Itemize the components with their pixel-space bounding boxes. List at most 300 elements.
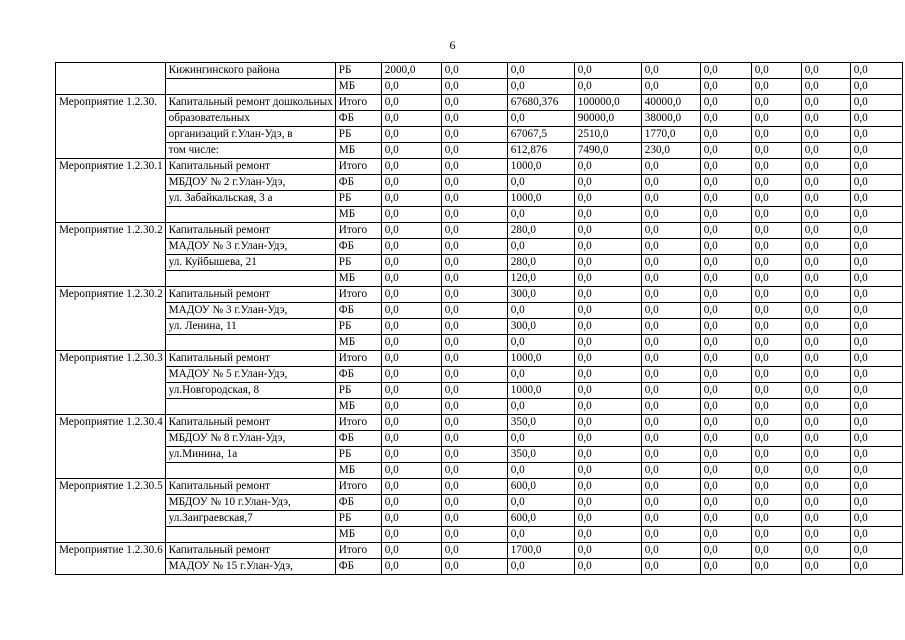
value-cell: 0,0: [700, 495, 751, 511]
value-cell: 600,0: [507, 511, 574, 527]
value-cell: 40000,0: [641, 95, 700, 111]
value-cell: 0,0: [751, 143, 801, 159]
description-cell: [165, 335, 335, 351]
value-cell: 0,0: [850, 367, 902, 383]
value-cell: 0,0: [441, 367, 507, 383]
value-cell: 0,0: [700, 447, 751, 463]
value-cell: 0,0: [801, 559, 850, 575]
description-cell: Капитальный ремонт: [165, 479, 335, 495]
value-cell: 0,0: [700, 191, 751, 207]
value-cell: 0,0: [700, 255, 751, 271]
table-row: [56, 63, 903, 79]
value-cell: 0,0: [850, 287, 902, 303]
value-cell: 0,0: [751, 287, 801, 303]
source-cell: РБ: [335, 447, 381, 463]
value-cell: 0,0: [381, 351, 441, 367]
value-cell: 0,0: [574, 431, 641, 447]
value-cell: 0,0: [700, 95, 751, 111]
value-cell: 0,0: [381, 527, 441, 543]
value-cell: 0,0: [574, 351, 641, 367]
description-cell: МБДОУ № 10 г.Улан-Удэ,: [165, 495, 335, 511]
value-cell: 0,0: [574, 79, 641, 95]
description-cell: ул. Ленина, 11: [165, 319, 335, 335]
value-cell: 0,0: [700, 335, 751, 351]
value-cell: 0,0: [441, 399, 507, 415]
description-cell: Капитальный ремонт: [165, 223, 335, 239]
source-cell: Итого: [335, 95, 381, 111]
source-cell: МБ: [335, 79, 381, 95]
value-cell: 0,0: [507, 463, 574, 479]
value-cell: 0,0: [507, 495, 574, 511]
value-cell: 0,0: [381, 415, 441, 431]
value-cell: 0,0: [801, 127, 850, 143]
value-cell: 0,0: [801, 447, 850, 463]
value-cell: 0,0: [801, 367, 850, 383]
source-cell: РБ: [335, 255, 381, 271]
value-cell: 0,0: [751, 511, 801, 527]
value-cell: 0,0: [381, 127, 441, 143]
description-cell: Капитальный ремонт: [165, 287, 335, 303]
source-cell: Итого: [335, 159, 381, 175]
value-cell: 0,0: [574, 191, 641, 207]
value-cell: 0,0: [700, 415, 751, 431]
value-cell: 0,0: [641, 479, 700, 495]
table-row: [56, 287, 903, 303]
value-cell: 0,0: [751, 399, 801, 415]
value-cell: 0,0: [381, 463, 441, 479]
value-cell: 0,0: [641, 383, 700, 399]
table-row: [56, 399, 903, 415]
value-cell: 0,0: [641, 255, 700, 271]
value-cell: 0,0: [700, 287, 751, 303]
value-cell: 600,0: [507, 479, 574, 495]
value-cell: 0,0: [381, 287, 441, 303]
value-cell: 0,0: [850, 111, 902, 127]
value-cell: 0,0: [641, 287, 700, 303]
value-cell: 0,0: [801, 287, 850, 303]
table-row: [56, 559, 903, 575]
value-cell: 0,0: [700, 223, 751, 239]
table-row: [56, 271, 903, 287]
value-cell: 0,0: [441, 159, 507, 175]
value-cell: 0,0: [641, 543, 700, 559]
description-cell: Капитальный ремонт: [165, 415, 335, 431]
value-cell: 0,0: [700, 175, 751, 191]
value-cell: 0,0: [441, 111, 507, 127]
source-cell: МБ: [335, 335, 381, 351]
source-cell: РБ: [335, 383, 381, 399]
source-cell: Итого: [335, 543, 381, 559]
value-cell: 0,0: [751, 415, 801, 431]
value-cell: 0,0: [700, 127, 751, 143]
value-cell: 0,0: [751, 159, 801, 175]
value-cell: 0,0: [850, 223, 902, 239]
value-cell: 0,0: [381, 223, 441, 239]
value-cell: 0,0: [850, 255, 902, 271]
value-cell: 280,0: [507, 255, 574, 271]
description-cell: МАДОУ № 15 г.Улан-Удэ,: [165, 559, 335, 575]
table-row: [56, 159, 903, 175]
value-cell: 0,0: [850, 207, 902, 223]
description-cell: Кижингинского района: [165, 63, 335, 79]
value-cell: 0,0: [801, 511, 850, 527]
source-cell: Итого: [335, 287, 381, 303]
value-cell: 0,0: [574, 415, 641, 431]
value-cell: 0,0: [850, 415, 902, 431]
measure-id-cell: Мероприятие 1.2.30.1: [56, 159, 166, 223]
value-cell: 0,0: [574, 399, 641, 415]
value-cell: 0,0: [641, 367, 700, 383]
value-cell: 0,0: [801, 207, 850, 223]
value-cell: 100000,0: [574, 95, 641, 111]
description-cell: [165, 527, 335, 543]
value-cell: 0,0: [574, 223, 641, 239]
value-cell: 0,0: [751, 431, 801, 447]
value-cell: 0,0: [381, 543, 441, 559]
value-cell: 0,0: [574, 303, 641, 319]
value-cell: 0,0: [381, 95, 441, 111]
source-cell: ФБ: [335, 559, 381, 575]
value-cell: 0,0: [441, 191, 507, 207]
value-cell: 0,0: [751, 223, 801, 239]
value-cell: 0,0: [801, 143, 850, 159]
value-cell: 0,0: [641, 351, 700, 367]
value-cell: 0,0: [700, 543, 751, 559]
value-cell: 0,0: [441, 431, 507, 447]
table-row: [56, 79, 903, 95]
value-cell: 0,0: [641, 303, 700, 319]
value-cell: 0,0: [574, 335, 641, 351]
source-cell: МБ: [335, 143, 381, 159]
value-cell: 0,0: [751, 351, 801, 367]
value-cell: 0,0: [801, 239, 850, 255]
table-row: [56, 175, 903, 191]
value-cell: 0,0: [441, 127, 507, 143]
value-cell: 0,0: [751, 303, 801, 319]
table-row: [56, 143, 903, 159]
value-cell: 0,0: [751, 207, 801, 223]
value-cell: 0,0: [574, 239, 641, 255]
description-cell: [165, 399, 335, 415]
value-cell: 0,0: [801, 191, 850, 207]
value-cell: 0,0: [751, 335, 801, 351]
value-cell: 0,0: [574, 543, 641, 559]
value-cell: 350,0: [507, 447, 574, 463]
value-cell: 0,0: [441, 319, 507, 335]
value-cell: 0,0: [574, 63, 641, 79]
value-cell: 0,0: [801, 351, 850, 367]
value-cell: 0,0: [700, 303, 751, 319]
value-cell: 0,0: [641, 271, 700, 287]
description-cell: МБДОУ № 8 г.Улан-Удэ,: [165, 431, 335, 447]
value-cell: 0,0: [751, 383, 801, 399]
table-row: [56, 463, 903, 479]
table-row: [56, 447, 903, 463]
value-cell: 0,0: [381, 383, 441, 399]
value-cell: 0,0: [850, 447, 902, 463]
value-cell: 0,0: [381, 239, 441, 255]
value-cell: 2510,0: [574, 127, 641, 143]
description-cell: том числе:: [165, 143, 335, 159]
description-cell: МБДОУ № 2 г.Улан-Удэ,: [165, 175, 335, 191]
value-cell: 0,0: [801, 527, 850, 543]
value-cell: 1000,0: [507, 383, 574, 399]
value-cell: 0,0: [441, 207, 507, 223]
value-cell: 0,0: [700, 463, 751, 479]
value-cell: 0,0: [441, 175, 507, 191]
value-cell: 0,0: [751, 319, 801, 335]
value-cell: 0,0: [700, 511, 751, 527]
value-cell: 1770,0: [641, 127, 700, 143]
description-cell: Капитальный ремонт: [165, 351, 335, 367]
measure-id-cell: Мероприятие 1.2.30.6: [56, 543, 166, 575]
value-cell: 0,0: [381, 159, 441, 175]
description-cell: МАДОУ № 3 г.Улан-Удэ,: [165, 303, 335, 319]
value-cell: 0,0: [574, 559, 641, 575]
description-cell: Капитальный ремонт: [165, 543, 335, 559]
value-cell: 0,0: [700, 111, 751, 127]
table-row: [56, 127, 903, 143]
source-cell: РБ: [335, 511, 381, 527]
value-cell: 0,0: [441, 447, 507, 463]
value-cell: 0,0: [850, 175, 902, 191]
table-row: [56, 111, 903, 127]
value-cell: 0,0: [700, 351, 751, 367]
value-cell: 0,0: [641, 207, 700, 223]
table-row: [56, 367, 903, 383]
table-row: [56, 479, 903, 495]
value-cell: 0,0: [641, 415, 700, 431]
table-row: [56, 495, 903, 511]
value-cell: 0,0: [700, 143, 751, 159]
table-row: [56, 319, 903, 335]
value-cell: 0,0: [850, 431, 902, 447]
value-cell: 0,0: [751, 463, 801, 479]
value-cell: 0,0: [641, 463, 700, 479]
value-cell: 0,0: [441, 239, 507, 255]
value-cell: 0,0: [850, 79, 902, 95]
source-cell: Итого: [335, 351, 381, 367]
measure-id-cell: [56, 63, 166, 95]
value-cell: 0,0: [751, 447, 801, 463]
value-cell: 0,0: [381, 255, 441, 271]
table-row: [56, 543, 903, 559]
value-cell: 0,0: [850, 127, 902, 143]
value-cell: 0,0: [381, 335, 441, 351]
description-cell: [165, 79, 335, 95]
value-cell: 0,0: [574, 207, 641, 223]
value-cell: 0,0: [507, 431, 574, 447]
value-cell: 0,0: [641, 79, 700, 95]
value-cell: 280,0: [507, 223, 574, 239]
value-cell: 2000,0: [381, 63, 441, 79]
value-cell: 0,0: [700, 367, 751, 383]
table-row: [56, 511, 903, 527]
value-cell: 0,0: [641, 399, 700, 415]
value-cell: 0,0: [850, 351, 902, 367]
value-cell: 0,0: [801, 479, 850, 495]
value-cell: 0,0: [850, 159, 902, 175]
value-cell: 0,0: [850, 559, 902, 575]
value-cell: 0,0: [441, 495, 507, 511]
value-cell: 0,0: [641, 447, 700, 463]
value-cell: 0,0: [381, 367, 441, 383]
table-row: [56, 335, 903, 351]
value-cell: 0,0: [381, 191, 441, 207]
value-cell: 0,0: [641, 511, 700, 527]
source-cell: ФБ: [335, 367, 381, 383]
value-cell: 0,0: [700, 271, 751, 287]
value-cell: 7490,0: [574, 143, 641, 159]
value-cell: 0,0: [507, 367, 574, 383]
value-cell: 0,0: [641, 319, 700, 335]
value-cell: 0,0: [574, 271, 641, 287]
description-cell: образовательных: [165, 111, 335, 127]
description-cell: ул.Минина, 1а: [165, 447, 335, 463]
value-cell: 0,0: [801, 63, 850, 79]
value-cell: 0,0: [850, 143, 902, 159]
value-cell: 0,0: [441, 543, 507, 559]
value-cell: 0,0: [507, 79, 574, 95]
value-cell: 0,0: [850, 527, 902, 543]
value-cell: 38000,0: [641, 111, 700, 127]
source-cell: ФБ: [335, 111, 381, 127]
value-cell: 0,0: [574, 287, 641, 303]
value-cell: 350,0: [507, 415, 574, 431]
value-cell: 230,0: [641, 143, 700, 159]
value-cell: 0,0: [381, 303, 441, 319]
value-cell: 1000,0: [507, 191, 574, 207]
value-cell: 0,0: [751, 479, 801, 495]
value-cell: 0,0: [507, 207, 574, 223]
description-cell: [165, 271, 335, 287]
value-cell: 0,0: [641, 335, 700, 351]
value-cell: 0,0: [441, 63, 507, 79]
table-row: [56, 383, 903, 399]
table-row: [56, 351, 903, 367]
value-cell: 0,0: [507, 303, 574, 319]
table-row: [56, 95, 903, 111]
table-row: [56, 223, 903, 239]
value-cell: 0,0: [381, 79, 441, 95]
value-cell: 0,0: [700, 383, 751, 399]
value-cell: 0,0: [507, 63, 574, 79]
value-cell: 0,0: [574, 495, 641, 511]
table-row: [56, 207, 903, 223]
value-cell: 0,0: [574, 255, 641, 271]
table-row: [56, 191, 903, 207]
value-cell: 90000,0: [574, 111, 641, 127]
value-cell: 0,0: [850, 63, 902, 79]
measure-id-cell: Мероприятие 1.2.30.4: [56, 415, 166, 479]
source-cell: МБ: [335, 399, 381, 415]
value-cell: 0,0: [801, 543, 850, 559]
value-cell: 0,0: [751, 495, 801, 511]
value-cell: 0,0: [801, 335, 850, 351]
value-cell: 0,0: [381, 447, 441, 463]
value-cell: 0,0: [381, 271, 441, 287]
value-cell: 0,0: [751, 543, 801, 559]
value-cell: 0,0: [574, 479, 641, 495]
description-cell: организаций г.Улан-Удэ, в: [165, 127, 335, 143]
value-cell: 0,0: [850, 463, 902, 479]
description-cell: ул. Куйбышева, 21: [165, 255, 335, 271]
value-cell: 0,0: [700, 527, 751, 543]
value-cell: 0,0: [641, 159, 700, 175]
value-cell: 0,0: [700, 559, 751, 575]
value-cell: 0,0: [441, 255, 507, 271]
value-cell: 1700,0: [507, 543, 574, 559]
value-cell: 0,0: [700, 79, 751, 95]
value-cell: 0,0: [641, 223, 700, 239]
value-cell: 0,0: [507, 399, 574, 415]
value-cell: 0,0: [751, 527, 801, 543]
source-cell: ФБ: [335, 239, 381, 255]
value-cell: 0,0: [751, 559, 801, 575]
value-cell: 0,0: [441, 559, 507, 575]
value-cell: 0,0: [381, 479, 441, 495]
value-cell: 0,0: [801, 319, 850, 335]
value-cell: 0,0: [381, 319, 441, 335]
value-cell: 0,0: [801, 159, 850, 175]
value-cell: 0,0: [850, 335, 902, 351]
value-cell: 0,0: [641, 191, 700, 207]
value-cell: 0,0: [381, 511, 441, 527]
value-cell: 0,0: [441, 95, 507, 111]
value-cell: 120,0: [507, 271, 574, 287]
value-cell: 0,0: [751, 239, 801, 255]
measure-id-cell: Мероприятие 1.2.30.5: [56, 479, 166, 543]
value-cell: 0,0: [574, 175, 641, 191]
value-cell: 0,0: [801, 399, 850, 415]
value-cell: 0,0: [507, 111, 574, 127]
value-cell: 0,0: [850, 511, 902, 527]
measure-id-cell: Мероприятие 1.2.30.2: [56, 223, 166, 287]
value-cell: 1000,0: [507, 351, 574, 367]
value-cell: 0,0: [850, 239, 902, 255]
value-cell: 0,0: [574, 159, 641, 175]
value-cell: 0,0: [641, 431, 700, 447]
value-cell: 0,0: [381, 399, 441, 415]
value-cell: 0,0: [700, 63, 751, 79]
value-cell: 0,0: [381, 111, 441, 127]
source-cell: РБ: [335, 319, 381, 335]
value-cell: 0,0: [441, 223, 507, 239]
value-cell: 0,0: [574, 463, 641, 479]
table-row: [56, 303, 903, 319]
value-cell: 0,0: [641, 175, 700, 191]
value-cell: 0,0: [441, 287, 507, 303]
value-cell: 0,0: [850, 479, 902, 495]
value-cell: 0,0: [700, 207, 751, 223]
value-cell: 0,0: [441, 79, 507, 95]
value-cell: 0,0: [850, 191, 902, 207]
value-cell: 0,0: [850, 319, 902, 335]
source-cell: МБ: [335, 463, 381, 479]
source-cell: МБ: [335, 527, 381, 543]
value-cell: 0,0: [801, 463, 850, 479]
value-cell: 67067,5: [507, 127, 574, 143]
value-cell: 0,0: [381, 207, 441, 223]
description-cell: ул. Забайкальская, 3 а: [165, 191, 335, 207]
value-cell: 0,0: [801, 303, 850, 319]
value-cell: 67680,376: [507, 95, 574, 111]
budget-table: [55, 62, 903, 575]
value-cell: 0,0: [641, 495, 700, 511]
description-cell: Капитальный ремонт дошкольных: [165, 95, 335, 111]
value-cell: 0,0: [850, 399, 902, 415]
value-cell: 0,0: [441, 335, 507, 351]
